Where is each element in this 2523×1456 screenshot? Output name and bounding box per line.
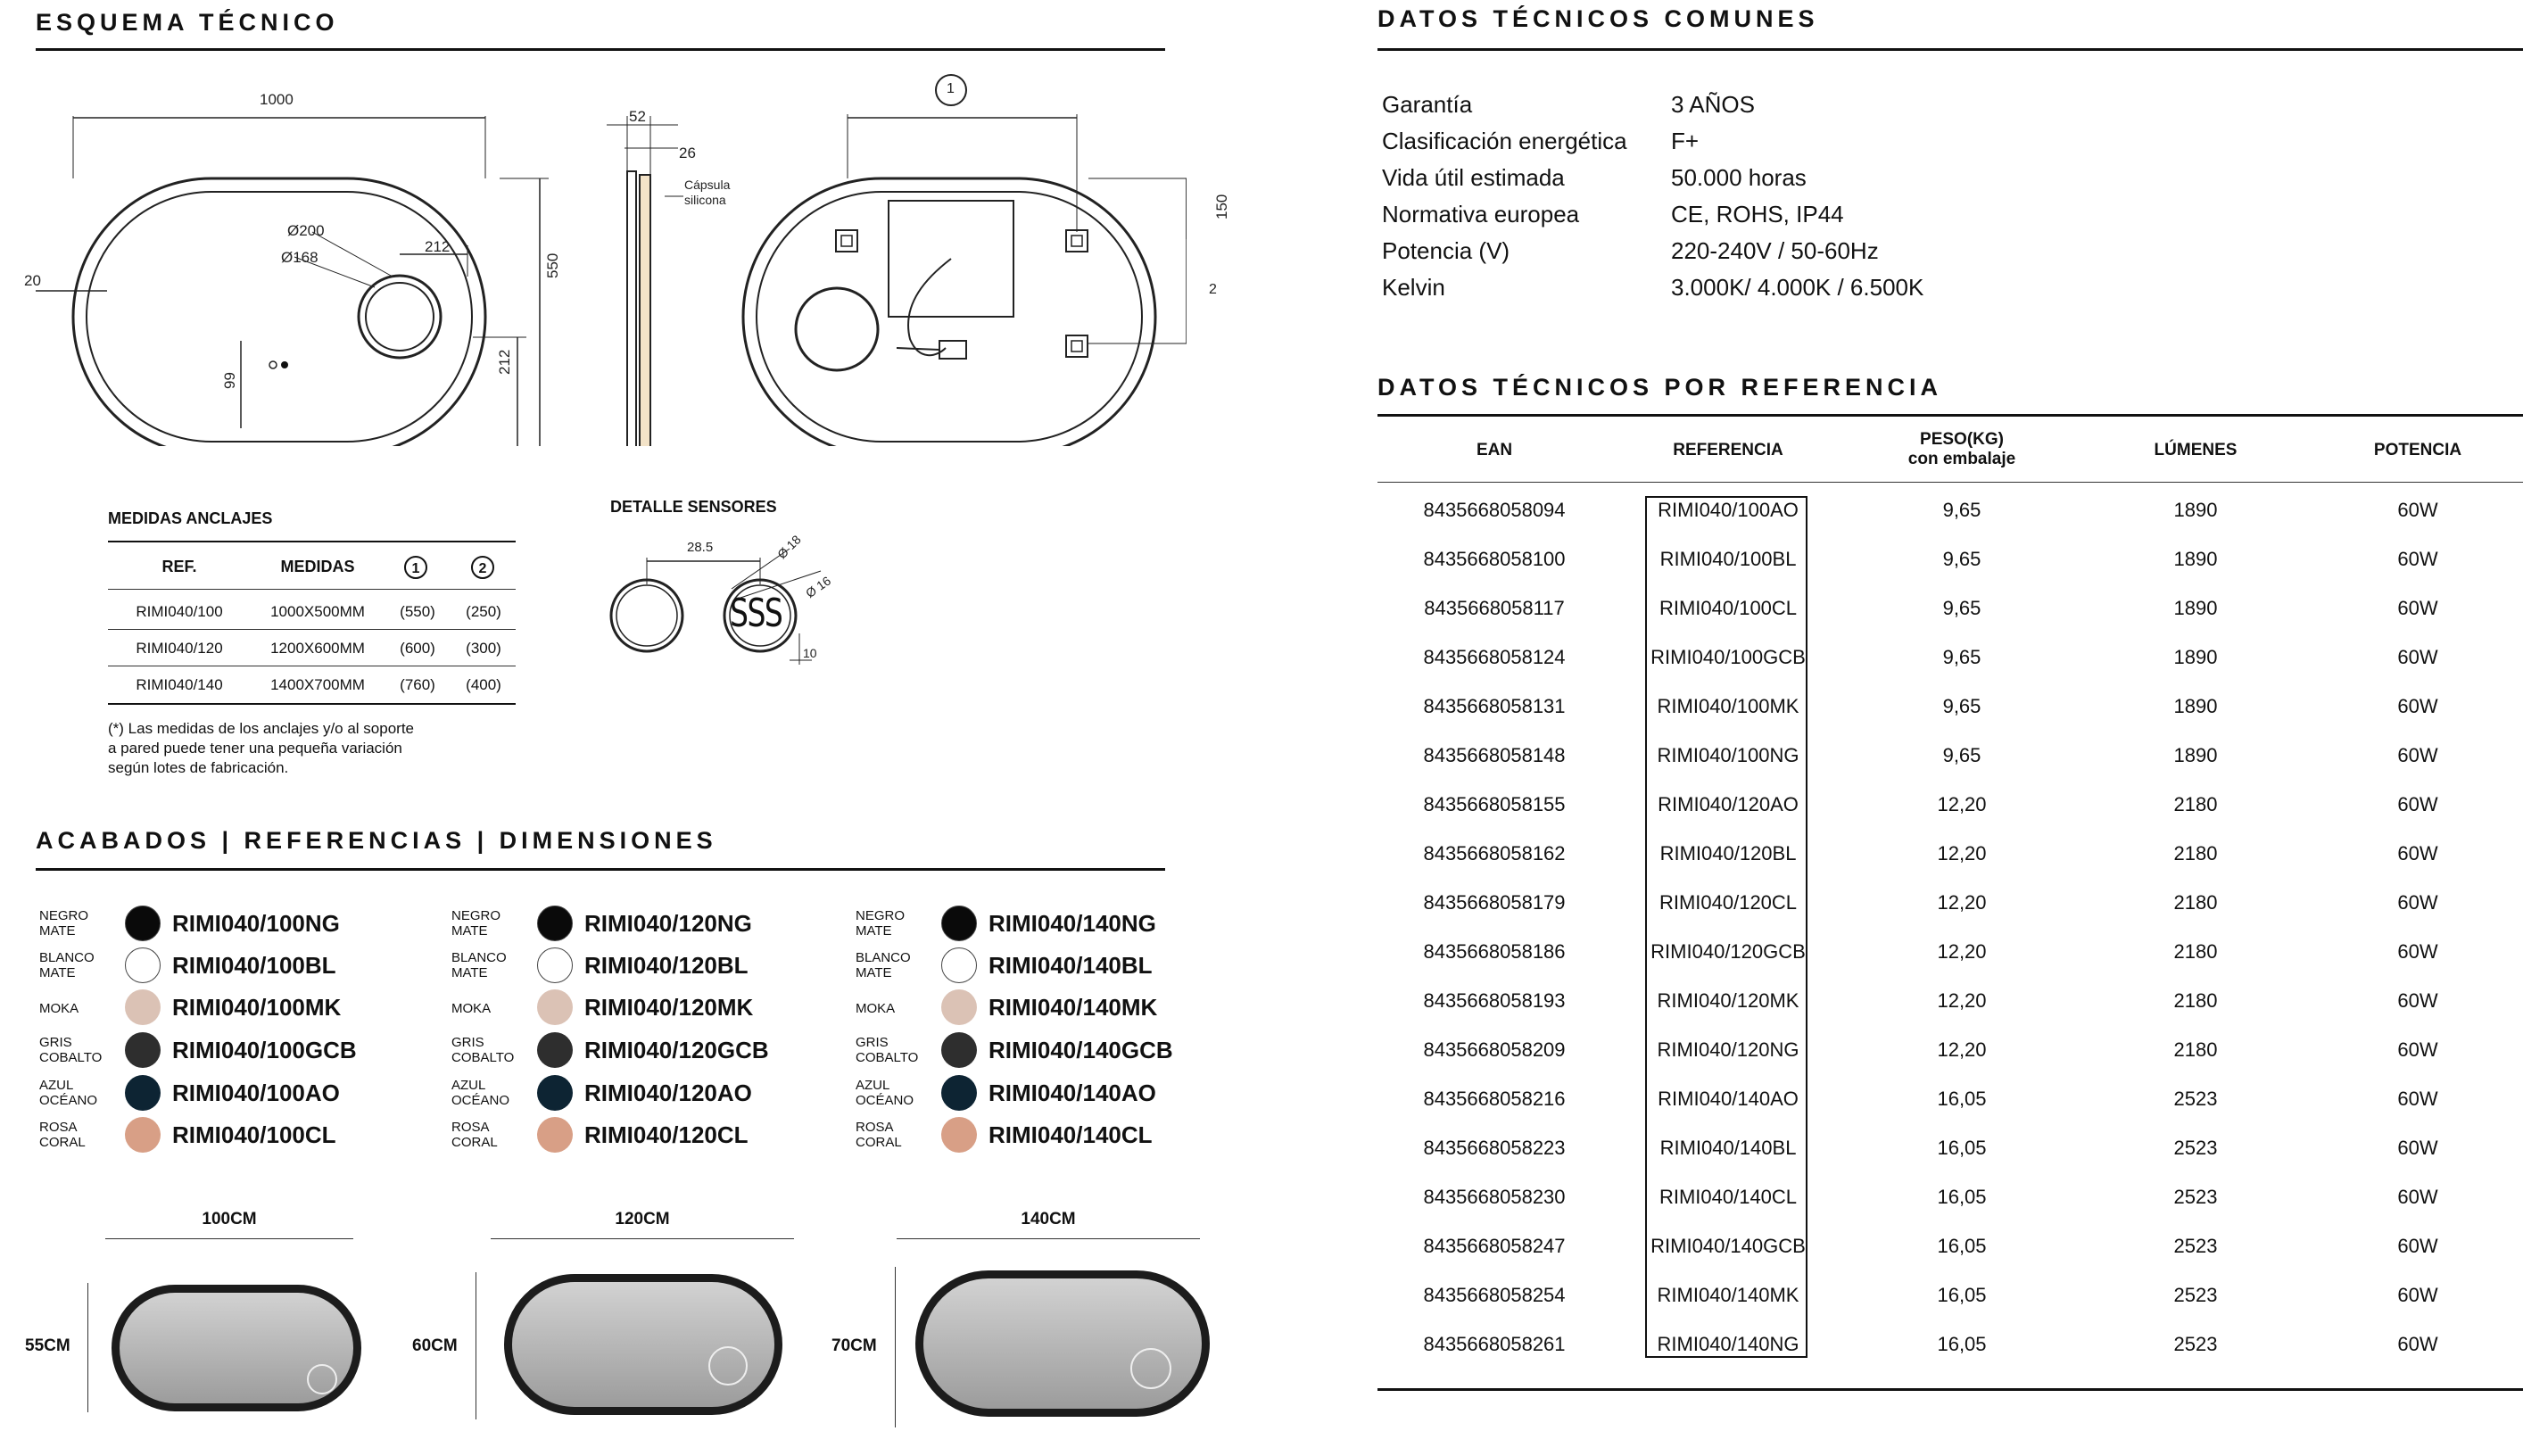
size-height-55: 55CM: [25, 1336, 70, 1355]
table-row: [1377, 830, 2523, 879]
finish-label: ROSA CORAL: [451, 1120, 498, 1150]
header-peso-sub: con embalaje: [1907, 450, 2016, 468]
finish-ref: RIMI040/140BL: [989, 952, 1153, 979]
table-row: [1377, 1173, 2523, 1222]
cell-ean: 8435668058148: [1423, 744, 1566, 766]
cell-lumenes: 2180: [2173, 989, 2218, 1012]
finish-ref: RIMI040/120MK: [584, 994, 754, 1021]
finish-label: MOKA: [39, 1001, 79, 1016]
cell-referencia: RIMI040/140GCB: [1650, 1235, 1806, 1257]
cell-referencia: RIMI040/120NG: [1657, 1038, 1799, 1061]
cell-referencia: RIMI040/100MK: [1657, 695, 1799, 717]
cell-peso: 12,20: [1937, 842, 1987, 864]
spec-value: 220-240V / 50-60Hz: [1671, 237, 1879, 264]
cell-potencia: 60W: [2397, 1137, 2438, 1159]
dim-212b: 212: [496, 349, 513, 375]
dim-26: 26: [679, 145, 696, 161]
finish-label: ROSA CORAL: [856, 1120, 902, 1150]
cell-potencia: 60W: [2397, 793, 2438, 815]
table-row: [1377, 486, 2523, 535]
table-row: [1377, 1320, 2523, 1369]
spec-row: [1382, 92, 1923, 128]
table-row: [1377, 1271, 2523, 1320]
cell-lumenes: 2180: [2173, 891, 2218, 914]
spec-row: [1382, 238, 1923, 275]
cell-referencia: RIMI040/140CL: [1659, 1186, 1798, 1208]
cell-lumenes: 2523: [2173, 1186, 2218, 1208]
anclajes-a: (550): [400, 603, 435, 620]
header-referencia: REFERENCIA: [1673, 441, 1783, 459]
anclajes-b: (400): [466, 676, 501, 693]
cell-referencia: RIMI040/100BL: [1659, 548, 1797, 570]
anclajes-medidas: 1400X700MM: [270, 676, 365, 693]
mirror-preview-100: [112, 1285, 361, 1411]
cell-lumenes: 1890: [2173, 695, 2218, 717]
cell-ean: 8435668058216: [1423, 1088, 1566, 1110]
anclajes-ref: RIMI040/100: [136, 603, 223, 620]
section-title-acabados: ACABADOS | REFERENCIAS | DIMENSIONES: [36, 827, 717, 854]
cell-potencia: 60W: [2397, 1333, 2438, 1355]
cell-potencia: 60W: [2397, 499, 2438, 521]
header-potencia: POTENCIA: [2373, 441, 2462, 459]
finish-ref: RIMI040/100MK: [172, 994, 342, 1021]
swatch-azul-oceano: [537, 1075, 573, 1111]
dim-150: 150: [1213, 194, 1230, 219]
cell-peso: 9,65: [1942, 548, 1981, 570]
swatch-rosa-coral: [537, 1117, 573, 1153]
finish-ref: RIMI040/100AO: [172, 1080, 340, 1106]
cell-lumenes: 2523: [2173, 1284, 2218, 1306]
swatch-blanco-mate: [941, 947, 977, 983]
table-row: [1377, 977, 2523, 1026]
cell-ean: 8435668058230: [1423, 1186, 1566, 1208]
cell-peso: 9,65: [1942, 744, 1981, 766]
sensores-title: DETALLE SENSORES: [610, 498, 777, 516]
table-row: [1377, 732, 2523, 781]
anclajes-a: (600): [400, 640, 435, 657]
anclajes-b: (300): [466, 640, 501, 657]
sensor-sss-glyph: SSS: [730, 591, 782, 636]
spec-value: CE, ROHS, IP44: [1671, 201, 1844, 228]
spec-row: [1382, 275, 1923, 311]
cell-referencia: RIMI040/100NG: [1657, 744, 1799, 766]
spec-row: [1382, 128, 1923, 165]
size-width-100: 100CM: [202, 1210, 257, 1228]
spec-value: F+: [1671, 128, 1700, 154]
swatch-gris-cobalto: [125, 1032, 161, 1068]
finish-ref: RIMI040/120AO: [584, 1080, 752, 1106]
cell-lumenes: 1890: [2173, 548, 2218, 570]
cell-ean: 8435668058094: [1423, 499, 1566, 521]
cell-peso: 16,05: [1937, 1284, 1987, 1306]
spec-row: [1382, 165, 1923, 202]
cell-referencia: RIMI040/120AO: [1658, 793, 1799, 815]
swatch-moka: [537, 989, 573, 1025]
cell-peso: 16,05: [1937, 1186, 1987, 1208]
common-specs-table: [1382, 92, 1923, 311]
cell-peso: 9,65: [1942, 695, 1981, 717]
cell-peso: 12,20: [1937, 940, 1987, 963]
magnifier-icon: [307, 1364, 337, 1394]
dim-d168: Ø168: [281, 249, 318, 266]
table-row: [1377, 1124, 2523, 1173]
cell-ean: 8435668058131: [1423, 695, 1566, 717]
table-row: [1377, 1075, 2523, 1124]
finish-label: BLANCO MATE: [39, 950, 95, 980]
cell-ean: 8435668058193: [1423, 989, 1566, 1012]
finish-ref: RIMI040/100GCB: [172, 1037, 357, 1063]
size-height-70: 70CM: [831, 1336, 877, 1355]
spec-value: 3 AÑOS: [1671, 91, 1755, 118]
spec-key: Clasificación energética: [1382, 128, 1627, 154]
cell-potencia: 60W: [2397, 1088, 2438, 1110]
section-title-por-referencia: DATOS TÉCNICOS POR REFERENCIA: [1377, 374, 1943, 401]
finish-ref: RIMI040/120BL: [584, 952, 749, 979]
callout-2: 2: [1209, 282, 1217, 297]
swatch-blanco-mate: [125, 947, 161, 983]
cell-potencia: 60W: [2397, 597, 2438, 619]
technical-drawing: [0, 54, 1187, 446]
spec-key: Kelvin: [1382, 274, 1445, 301]
swatch-negro-mate: [125, 906, 161, 941]
anclajes-b: (250): [466, 603, 501, 620]
dim-212: 212: [425, 238, 451, 255]
cell-referencia: RIMI040/140AO: [1658, 1088, 1799, 1110]
spec-value: 50.000 horas: [1671, 164, 1807, 191]
cell-peso: 9,65: [1942, 597, 1981, 619]
anclajes-header-1: 1: [404, 556, 427, 579]
swatch-blanco-mate: [537, 947, 573, 983]
cell-peso: 12,20: [1937, 891, 1987, 914]
dim-d16: Ø 16: [803, 573, 834, 601]
swatch-gris-cobalto: [941, 1032, 977, 1068]
cell-ean: 8435668058117: [1424, 597, 1565, 619]
anclajes-ref: RIMI040/120: [136, 640, 223, 657]
cell-referencia: RIMI040/100AO: [1658, 499, 1799, 521]
table-row: [1377, 682, 2523, 732]
finish-label: NEGRO MATE: [856, 908, 906, 939]
cell-referencia: RIMI040/120BL: [1659, 842, 1797, 864]
cell-referencia: RIMI040/100CL: [1659, 597, 1798, 619]
finish-ref: RIMI040/140AO: [989, 1080, 1156, 1106]
spec-key: Normativa europea: [1382, 201, 1580, 228]
spec-key: Potencia (V): [1382, 237, 1510, 264]
cell-peso: 9,65: [1942, 499, 1981, 521]
cell-peso: 12,20: [1937, 793, 1987, 815]
section-title-esquema: ESQUEMA TÉCNICO: [36, 9, 339, 36]
table-row: [1377, 535, 2523, 584]
finish-ref: RIMI040/140NG: [989, 910, 1156, 937]
swatch-moka: [125, 989, 161, 1025]
dim-d18: Ø 18: [774, 532, 804, 562]
cell-potencia: 60W: [2397, 891, 2438, 914]
table-row: [1377, 879, 2523, 928]
dim-99: 99: [221, 372, 238, 389]
cell-potencia: 60W: [2397, 989, 2438, 1012]
cell-lumenes: 2523: [2173, 1333, 2218, 1355]
dim-52: 52: [629, 108, 646, 125]
finish-label: GRIS COBALTO: [39, 1035, 103, 1065]
table-row: [1377, 781, 2523, 830]
finish-ref: RIMI040/120GCB: [584, 1037, 769, 1063]
anclajes-note: (*) Las medidas de los anclajes y/o al soporte a pared puede tener una pequeña variación según lotes de fabricación.: [108, 720, 415, 776]
anclajes-medidas: 1200X600MM: [270, 640, 365, 657]
anclajes-header-2: 2: [471, 556, 494, 579]
cell-potencia: 60W: [2397, 1186, 2438, 1208]
cell-ean: 8435668058223: [1423, 1137, 1566, 1159]
header-peso: PESO(KG): [1920, 430, 2004, 449]
dim-d200: Ø200: [287, 222, 325, 239]
cell-peso: 16,05: [1937, 1235, 1987, 1257]
cell-referencia: RIMI040/120GCB: [1650, 940, 1806, 963]
cell-referencia: RIMI040/120CL: [1659, 891, 1798, 914]
cell-referencia: RIMI040/140NG: [1657, 1333, 1799, 1355]
cell-peso: 16,05: [1937, 1137, 1987, 1159]
cell-ean: 8435668058179: [1423, 891, 1566, 914]
cell-ean: 8435668058209: [1423, 1038, 1566, 1061]
finish-label: BLANCO MATE: [451, 950, 507, 980]
cell-potencia: 60W: [2397, 1235, 2438, 1257]
anclajes-ref: RIMI040/140: [136, 676, 223, 693]
cell-ean: 8435668058100: [1423, 548, 1566, 570]
swatch-rosa-coral: [125, 1117, 161, 1153]
table-row: [1377, 1222, 2523, 1271]
finish-ref: RIMI040/120NG: [584, 910, 752, 937]
cell-peso: 16,05: [1937, 1333, 1987, 1355]
magnifier-icon: [708, 1346, 748, 1386]
size-width-120: 120CM: [615, 1210, 670, 1228]
table-row: [1377, 633, 2523, 682]
cell-potencia: 60W: [2397, 744, 2438, 766]
finish-label: NEGRO MATE: [451, 908, 501, 939]
cell-referencia: RIMI040/100GCB: [1650, 646, 1806, 668]
finish-ref: RIMI040/120CL: [584, 1121, 749, 1148]
spec-key: Garantía: [1382, 91, 1473, 118]
magnifier-icon: [1130, 1348, 1171, 1389]
anclajes-a: (760): [400, 676, 435, 693]
cell-potencia: 60W: [2397, 646, 2438, 668]
cell-referencia: RIMI040/140MK: [1657, 1284, 1799, 1306]
magnifier-outer: [359, 276, 441, 358]
finish-ref: RIMI040/100CL: [172, 1121, 336, 1148]
callout-1: 1: [947, 81, 955, 96]
magnifier-inner: [366, 283, 434, 351]
table-row: [1377, 1026, 2523, 1075]
finish-ref: RIMI040/100BL: [172, 952, 336, 979]
anclajes-header-medidas: MEDIDAS: [280, 558, 355, 575]
cell-ean: 8435668058254: [1423, 1284, 1566, 1306]
cell-lumenes: 2180: [2173, 793, 2218, 815]
cell-lumenes: 2180: [2173, 842, 2218, 864]
finish-label: GRIS COBALTO: [451, 1035, 515, 1065]
cell-lumenes: 2523: [2173, 1235, 2218, 1257]
swatch-rosa-coral: [941, 1117, 977, 1153]
cell-peso: 16,05: [1937, 1088, 1987, 1110]
finish-ref: RIMI040/140MK: [989, 994, 1158, 1021]
cell-lumenes: 1890: [2173, 597, 2218, 619]
finish-label: MOKA: [856, 1001, 896, 1016]
finish-label: AZUL OCÉANO: [856, 1078, 914, 1108]
swatch-gris-cobalto: [537, 1032, 573, 1068]
section-title-comunes: DATOS TÉCNICOS COMUNES: [1377, 5, 1819, 32]
finish-label: NEGRO MATE: [39, 908, 89, 939]
mirror-preview-120: [504, 1274, 782, 1415]
size-width-140: 140CM: [1021, 1210, 1076, 1228]
finish-ref: RIMI040/140CL: [989, 1121, 1153, 1148]
swatch-azul-oceano: [125, 1075, 161, 1111]
cell-potencia: 60W: [2397, 842, 2438, 864]
cell-potencia: 60W: [2397, 695, 2438, 717]
spec-key: Vida útil estimada: [1382, 164, 1565, 191]
cell-referencia: RIMI040/120MK: [1657, 989, 1799, 1012]
cell-lumenes: 1890: [2173, 744, 2218, 766]
cell-peso: 12,20: [1937, 1038, 1987, 1061]
cell-lumenes: 1890: [2173, 646, 2218, 668]
dim-28-5: 28.5: [687, 540, 714, 555]
anclajes-header-ref: REF.: [161, 558, 197, 575]
cell-ean: 8435668058186: [1423, 940, 1566, 963]
cell-potencia: 60W: [2397, 940, 2438, 963]
finish-label: ROSA CORAL: [39, 1120, 86, 1150]
header-ean: EAN: [1476, 441, 1513, 459]
table-row: [1377, 584, 2523, 633]
cell-ean: 8435668058247: [1423, 1235, 1566, 1257]
cell-peso: 12,20: [1937, 989, 1987, 1012]
swatch-negro-mate: [537, 906, 573, 941]
dim-10: 10: [803, 646, 817, 660]
anclajes-title: MEDIDAS ANCLAJES: [108, 509, 273, 527]
cell-potencia: 60W: [2397, 548, 2438, 570]
finish-label: AZUL OCÉANO: [451, 1078, 510, 1108]
swatch-negro-mate: [941, 906, 977, 941]
table-row: [1377, 928, 2523, 977]
swatch-moka: [941, 989, 977, 1025]
cell-potencia: 60W: [2397, 1284, 2438, 1306]
cell-lumenes: 1890: [2173, 499, 2218, 521]
cell-lumenes: 2180: [2173, 1038, 2218, 1061]
swatch-azul-oceano: [941, 1075, 977, 1111]
mirror-preview-140: [915, 1270, 1210, 1417]
finish-label: GRIS COBALTO: [856, 1035, 919, 1065]
finish-label: AZUL OCÉANO: [39, 1078, 98, 1108]
mirror-outline-inner: [87, 192, 472, 442]
header-lumenes: LÚMENES: [2154, 441, 2238, 459]
cell-ean: 8435668058155: [1423, 793, 1566, 815]
spec-value: 3.000K/ 4.000K / 6.500K: [1671, 274, 1924, 301]
cell-lumenes: 2523: [2173, 1137, 2218, 1159]
cell-lumenes: 2180: [2173, 940, 2218, 963]
finish-label: BLANCO MATE: [856, 950, 911, 980]
size-height-60: 60CM: [412, 1336, 458, 1355]
finish-ref: RIMI040/140GCB: [989, 1037, 1173, 1063]
dim-550: 550: [544, 252, 561, 278]
cell-peso: 9,65: [1942, 646, 1981, 668]
silicona-label: silicona: [684, 193, 726, 207]
cell-ean: 8435668058162: [1423, 842, 1566, 864]
spec-row: [1382, 202, 1923, 238]
capsula-label: Cápsula: [684, 178, 731, 192]
section-rule: [36, 48, 1165, 51]
cell-ean: 8435668058124: [1423, 646, 1566, 668]
finish-label: MOKA: [451, 1001, 492, 1016]
finish-ref: RIMI040/100NG: [172, 910, 340, 937]
cell-referencia: RIMI040/140BL: [1659, 1137, 1797, 1159]
cell-lumenes: 2523: [2173, 1088, 2218, 1110]
cell-potencia: 60W: [2397, 1038, 2438, 1061]
cell-ean: 8435668058261: [1423, 1333, 1566, 1355]
dim-20: 20: [24, 272, 41, 289]
anclajes-medidas: 1000X500MM: [270, 603, 365, 620]
dim-1000: 1000: [260, 91, 294, 108]
